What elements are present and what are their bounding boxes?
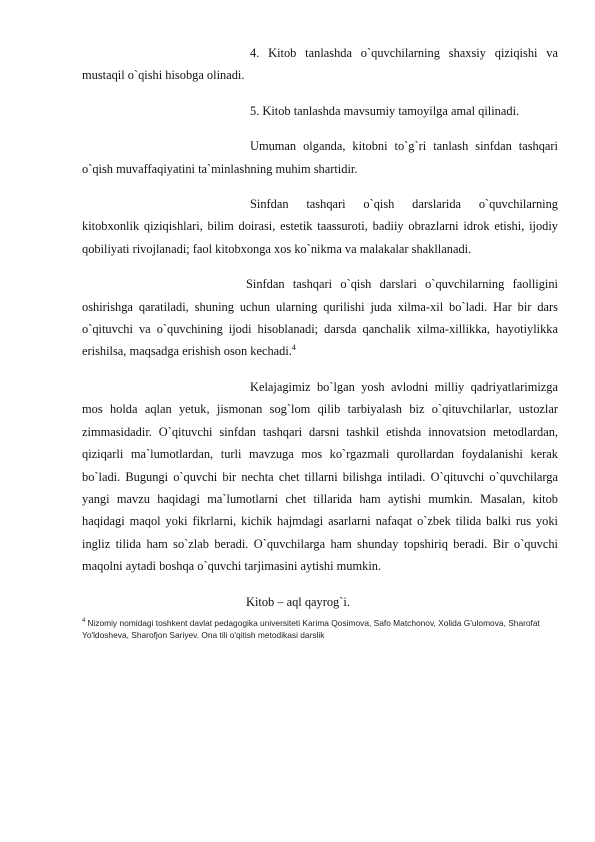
footnote-number: 4 [82, 617, 86, 624]
paragraph-item-5: 5. Kitob tanlashda mavsumiy tamoyilga amal qilinadi. [250, 103, 520, 118]
paragraph-future: Kelajagimiz bo`lgan yosh avlodni milliy qadriyatlarimizga mos holda aqlan yetuk, jismonan sog`lom qilib tarbiyalash biz o`qituvchilarlar, ustozlar zimmasidadir. O`qituvchi sinfdan tashqari darsni tashkil etishda innovatsion metodlardan, qiziqarli ma`lumotlardan, turli mavzuga mos ko`rgazmali qurollardan foydalanishi kerak bo`ladi. Bugungi o`quvchi bir nechta chet tillarni bilishga intiladi. O`qituvchi o`quvchilarga yangi mavzu haqidagi ma`lumotlarni chet tillarida ham aytishi mumkin. Masalan, kitob haqidagi maqol yoki fikrlarni, kichik hajmdagi asarlarni nafaqat o`zbek tilida balki rus yoki ingliz tilida ham so`zlab beradi. O`quvchilarga ham shunday topshiriq beradi. Bir o`quvchi maqolni aytadi boshqa o`quvchi tarjimasini aytishi mumkin. [82, 379, 558, 574]
paragraph-activity [82, 273, 558, 363]
footnote [82, 617, 558, 641]
page-content [82, 42, 558, 641]
footnote-text: Nizomiy nomidagi toshkent davlat pedagogika universiteti Karima Qosimova, Safo Matchonov, Xolida G'ulomova, Sharofat Yo'ldosheva, Sharofjon Sariyev. Ona tili o'qitish metodikasi darslik [82, 617, 540, 640]
paragraph-summary: Umuman olganda, kitobni to`g`ri tanlash sinfdan tashqari o`qish muvaffaqiyatini ta`minlashning muhim shartidir. [82, 139, 558, 176]
footnote-reference[interactable]: 4 [291, 343, 296, 353]
proverb-line: Kitob – aql qayrog`i. [246, 594, 350, 609]
paragraph-item-4: 4. Kitob tanlashda o`quvchilarning shaxsiy qiziqishi va mustaqil o`qishi hisobga olinadi. [82, 46, 558, 83]
paragraph-skills: Sinfdan tashqari o`qish darslarida o`quvchilarning kitobxonlik qiziqishlari, bilim doirasi, estetik taassuroti, badiiy obrazlarni idrok etishi, ijodiy qobiliyati rivojlanadi; faol kitobxonga xos ko`nikma va malakalar shakllanadi. [82, 197, 558, 256]
paragraph-activity-text: Sinfdan tashqari o`qish darslari o`quvchilarning faolligini oshirishga qaratiladi, shuning uchun ularning qurilishi juda xilma-xil bo`ladi. Har bir dars o`qituvchi va o`quvchining ijodi hisoblanadi; darsda qanchalik xilma-xillikka, hayotiylikka erishilsa, maqsadga erishish oson kechadi. [82, 277, 558, 359]
